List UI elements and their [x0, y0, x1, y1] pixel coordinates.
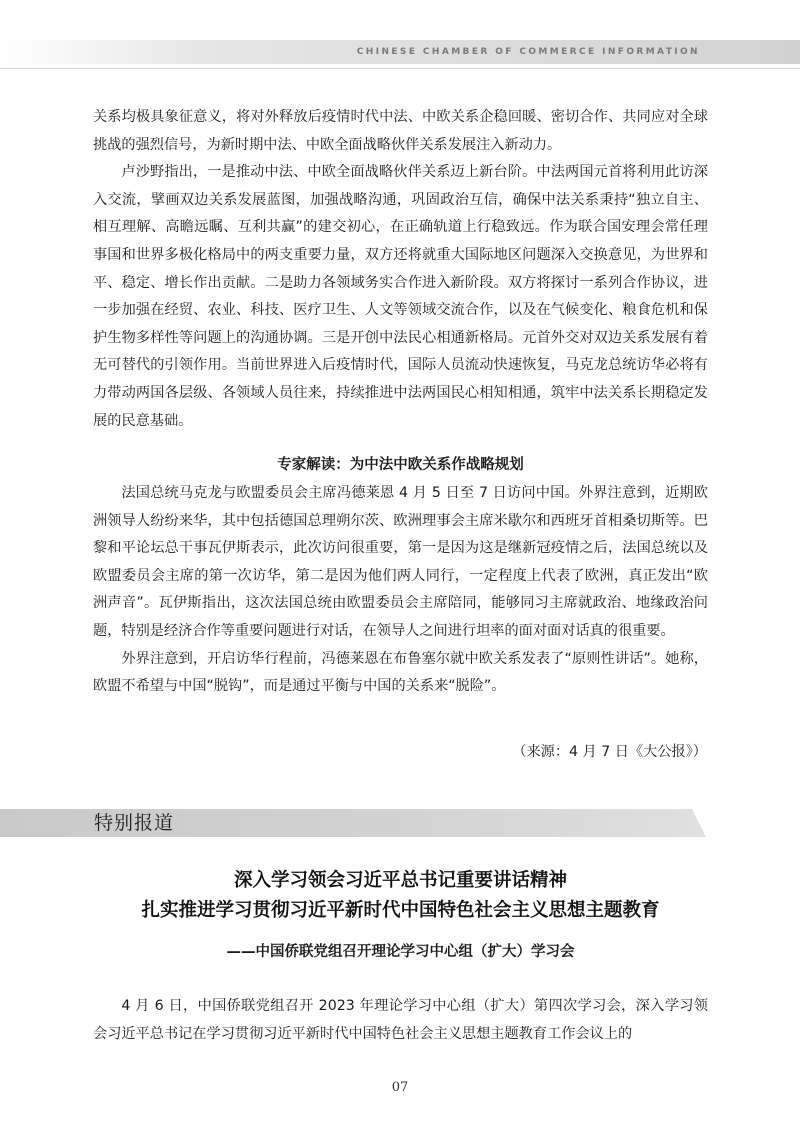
source-citation: （来源：4 月 7 日《大公报》）	[512, 744, 707, 760]
expert-subheading: 专家解读：为中法中欧关系作战略规划	[277, 457, 524, 473]
paragraph-continuation: 关系均极具象征意义，将对外释放后疫情时代中法、中欧关系企稳回暖、密切合作、共同应对全球挑战的强烈信号，为新时期中法、中欧全面战略伙伴关系发展注入新动力。	[93, 109, 708, 153]
second-article-body	[93, 993, 708, 1048]
expert-body	[93, 480, 708, 701]
paragraph-lushaye: 卢沙野指出，一是推动中法、中欧全面战略伙伴关系迈上新台阶。中法两国元首将利用此访深入交流，擘画双边关系发展蓝图，加强战略沟通，巩固政治互信，确保中法关系秉持“独立自主、相互理解、高瞻远瞩、互利共赢”的建交初心，在正确轨道上行稳致远。作为联合国安理会常任理事国和世界多极化格局中的两支重要力量，双方还将就重大国际地区问题深入交换意见，为世界和平、稳定、增长作出贡献。二是助力各领域务实合作进入新阶段。双方将探讨一系列合作协议，进一步加强在经贸、农业、科技、医疗卫生、人文等领域交流合作，以及在气候变化、粮食危机和保护生物多样性等问题上的沟通协调。三是开创中法民心相通新格局。元首外交对双边关系发展有着无可替代的引领作用。当前世界进入后疫情时代，国际人员流动快速恢复，马克龙总统访华必将有力带动两国各层级、各领域人员往来，持续推进中法两国民心相知相通，筑牢中法关系长期稳定发展的民意基础。	[93, 164, 708, 429]
header-divider	[0, 68, 800, 69]
page-number: 07	[391, 1080, 409, 1095]
section-title: 特别报道	[94, 812, 175, 834]
paragraph-study-session: 4 月 6 日，中国侨联党组召开 2023 年理论学习中心组（扩大）第四次学习会，深入学习领会习近平总书记在学习贯彻习近平新时代中国特色社会主义思想主题教育工作会议上的	[93, 998, 708, 1042]
article-subtitle: ——中国侨联党组召开理论学习中心组（扩大）学习会	[226, 944, 575, 960]
running-header: CHINESE CHAMBER OF COMMERCE INFORMATION	[356, 47, 700, 57]
paragraph-expert-1: 法国总统马克龙与欧盟委员会主席冯德莱恩 4 月 5 日至 7 日访问中国。外界注意到，近期欧洲领导人纷纷来华，其中包括德国总理朔尔茨、欧洲理事会主席米歇尔和西班牙首相桑切斯等。巴黎和平论坛总干事瓦伊斯表示，此次访问很重要，第一是因为这是继新冠疫情之后，法国总统以及欧盟委员会主席的第一次访华，第二是因为他们两人同行，一定程度上代表了欧洲，真正发出“欧洲声音”。瓦伊斯指出，这次法国总统由欧盟委员会主席陪同，能够同习主席就政治、地缘政治问题，特别是经济合作等重要问题进行对话，在领导人之间进行坦率的面对面对话真的很重要。	[93, 485, 708, 639]
article-title-line-1: 深入学习领会习近平总书记重要讲话精神	[233, 870, 567, 891]
article-title-line-2: 扎实推进学习贯彻习近平新时代中国特色社会主义思想主题教育	[141, 900, 660, 921]
first-article-body	[93, 104, 708, 435]
paragraph-expert-2: 外界注意到，开启访华行程前，冯德莱恩在布鲁塞尔就中欧关系发表了“原则性讲话”。她称，欧盟不希望与中国“脱钩”，而是通过平衡与中国的关系来“脱险”。	[93, 650, 708, 695]
